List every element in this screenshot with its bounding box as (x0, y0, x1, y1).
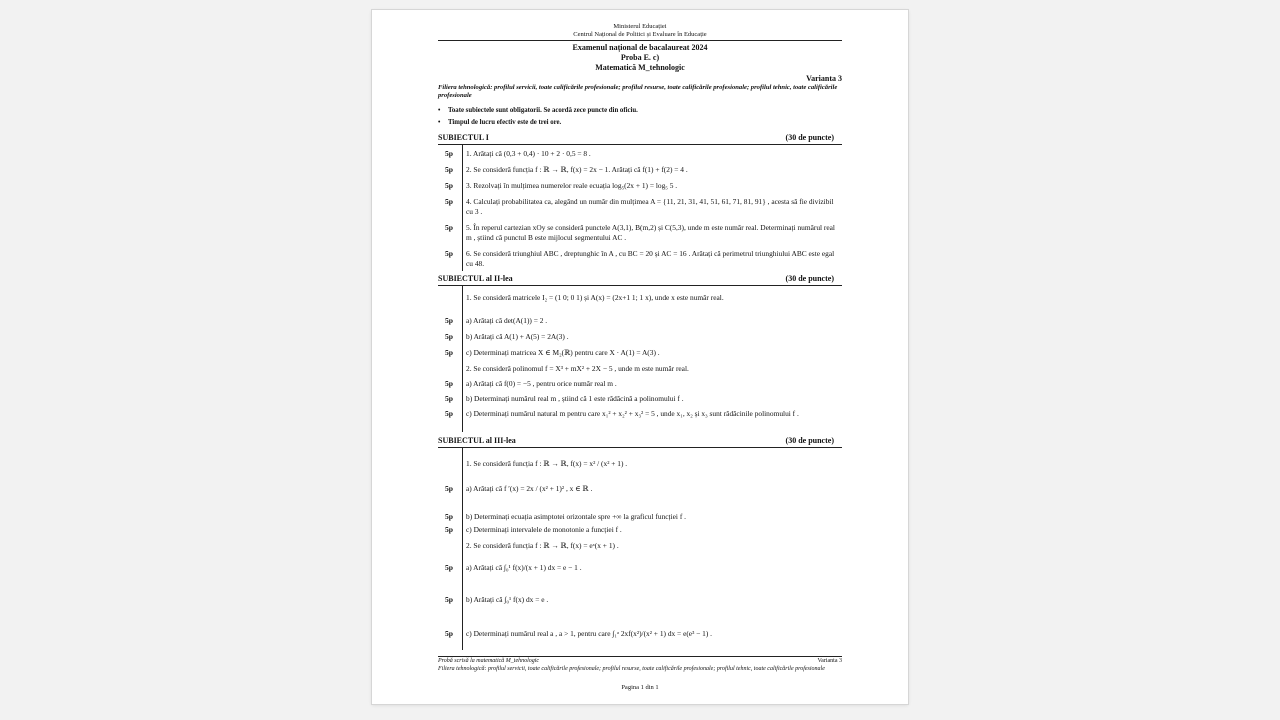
bullet-1 (438, 107, 638, 114)
subiect-3-rule (438, 447, 842, 448)
score-label: 5p (444, 394, 454, 403)
subiect-1-heading (438, 133, 842, 142)
subiect-3-heading (438, 436, 842, 445)
footer-rule (438, 656, 842, 657)
exam-page (372, 10, 908, 704)
filiera-text: Filiera tehnologică: profilul servicii, toate calificările profesionale; profilul resurse, toate calificările profesionale; profilul tehnic, toate calificările profesionale (438, 84, 838, 99)
subject-title: Matematică M_tehnologic (595, 63, 685, 72)
subiect-2-rule (438, 285, 842, 286)
footer-filiera: Filiera tehnologică: profilul servicii, toate calificările profesionale; profilul resurse, toate calificările profesionale; profilul tehnic, toate calificările profesionale (438, 666, 825, 672)
score-label: 5p (444, 348, 454, 357)
subiect-1-item-2: 2. Se consideră funcția f : ℝ → ℝ, f(x) = 2x − 1. Arătați că f(1) + f(2) = 4 . (466, 165, 688, 174)
bullet-2 (438, 119, 561, 126)
score-label: 5p (444, 409, 454, 418)
score-label: 5p (444, 563, 454, 572)
subiect-1-divider (462, 145, 463, 271)
subiect-1-item-5: 5. În reperul cartezian xOy se consideră punctele A(3,1), B(m,2) și C(5,3), unde m este număr real. Determinați numărul real m , știind că punctul B este mijlocul segmentului AC . (466, 223, 835, 242)
bullet-dot-icon: • (438, 119, 441, 126)
varianta-label: Varianta 3 (806, 74, 842, 83)
subiect-2-item-2a: a) Arătați că f(0) = −5 , pentru orice număr real m . (466, 379, 617, 388)
subiect-1-item-3: 3. Rezolvați în mulțimea numerelor reale ecuația log₅(2x + 1) = log₅ 5 . (466, 181, 678, 190)
subiect-2-divider (462, 286, 463, 432)
proba-title: Proba E. c) (620, 53, 660, 62)
subiect-2-points: (30 de puncte) (785, 274, 834, 283)
subiect-3-item-1b: b) Determinați ecuația asimptotei orizontale spre +∞ la graficul funcției f . (466, 512, 686, 521)
subiect-1-title: SUBIECTUL I (438, 133, 489, 142)
subiect-3-item-2: 2. Se consideră funcția f : ℝ → ℝ, f(x) = eˣ(x + 1) . (466, 541, 619, 550)
score-label: 5p (444, 629, 454, 638)
score-label: 5p (444, 512, 454, 521)
header-rule (438, 40, 842, 41)
subiect-2-item-1c: c) Determinați matricea X ∈ M₂(ℝ) pentru care X · A(1) = A(3) . (466, 348, 660, 357)
subiect-1-points: (30 de puncte) (785, 133, 834, 142)
subiect-3-item-2c: c) Determinați numărul real a , a > 1, pentru care ∫₁ᵃ 2xf(x²)/(x² + 1) dx = e(e³ − 1) . (466, 629, 713, 638)
subiect-2-item-2: 2. Se consideră polinomul f = X³ + mX² + 2X − 5 , unde m este număr real. (466, 364, 689, 373)
page-number: Pagina 1 din 1 (621, 684, 659, 691)
score-label: 5p (444, 484, 454, 493)
subiect-3-item-1a: a) Arătați că f ′(x) = 2x / (x² + 1)² , x ∈ ℝ . (466, 484, 593, 493)
bullet-1-text: Toate subiectele sunt obligatorii. Se acordă zece puncte din oficiu. (448, 107, 638, 114)
score-label: 5p (444, 332, 454, 341)
ministry-line: Ministerul Educației (613, 23, 667, 30)
score-label: 5p (444, 595, 454, 604)
subiect-1-rule (438, 144, 842, 145)
subiect-2-item-1: 1. Se consideră matricele I₂ = (1 0; 0 1) și A(x) = (2x+1 1; 1 x), unde x este număr real. (466, 293, 724, 302)
subiect-2-title: SUBIECTUL al II-lea (438, 274, 513, 283)
exam-title: Examenul național de bacalaureat 2024 (572, 43, 708, 52)
score-label: 5p (444, 249, 454, 258)
subiect-3-divider (462, 448, 463, 650)
bullet-2-text: Timpul de lucru efectiv este de trei ore. (448, 119, 562, 126)
subiect-3-item-2b: b) Arătați că ∫₀¹ f(x) dx = e . (466, 595, 549, 604)
subiect-3-item-1c: c) Determinați intervalele de monotonie a funcției f . (466, 525, 622, 534)
score-label: 5p (444, 197, 454, 206)
subiect-2-item-1a: a) Arătați că det(A(1)) = 2 . (466, 316, 548, 325)
score-label: 5p (444, 181, 454, 190)
subiect-2-item-2b: b) Determinați numărul real m , știind că 1 este rădăcină a polinomului f . (466, 394, 684, 403)
score-label: 5p (444, 165, 454, 174)
score-label: 5p (444, 316, 454, 325)
subiect-1-item-6: 6. Se consideră triunghiul ABC , dreptunghic în A , cu BC = 20 și AC = 16 . Arătați că perimetrul triunghiului ABC este egal cu 48. (466, 249, 835, 268)
subiect-3-title: SUBIECTUL al III-lea (438, 436, 516, 445)
subiect-3-item-1: 1. Se consideră funcția f : ℝ → ℝ, f(x) = x² / (x² + 1) . (466, 459, 628, 468)
score-label: 5p (444, 525, 454, 534)
score-label: 5p (444, 223, 454, 232)
subiect-1-item-4: 4. Calculați probabilitatea ca, alegând un număr din mulțimea A = {11, 21, 31, 41, 51, 61, 71, 81, 91} , acesta să fie divizibil cu 3 . (466, 197, 834, 216)
footer-left: Probă scrisă la matematică M_tehnologic (438, 658, 540, 664)
subiect-3-points: (30 de puncte) (785, 436, 834, 445)
footer-right: Varianta 3 (817, 658, 842, 664)
subiect-2-heading (438, 274, 842, 283)
score-label: 5p (444, 379, 454, 388)
subiect-2-item-2c: c) Determinați numărul natural m pentru care x₁² + x₂² + x₃² = 5 , unde x₁, x₂ și x₃ sunt rădăcinile polinomului f . (466, 409, 799, 418)
center-line: Centrul Național de Politici și Evaluare în Educație (573, 31, 707, 38)
subiect-2-item-1b: b) Arătați că A(1) + A(5) = 2A(3) . (466, 332, 569, 341)
subiect-3-item-2a: a) Arătați că ∫₀¹ f(x)/(x + 1) dx = e − 1 . (466, 563, 582, 572)
subiect-1-item-1: 1. Arătați că (0,3 + 0,4) · 10 + 2 · 0,5 = 8 . (466, 149, 591, 158)
bullet-dot-icon: • (438, 107, 441, 114)
score-label: 5p (444, 149, 454, 158)
